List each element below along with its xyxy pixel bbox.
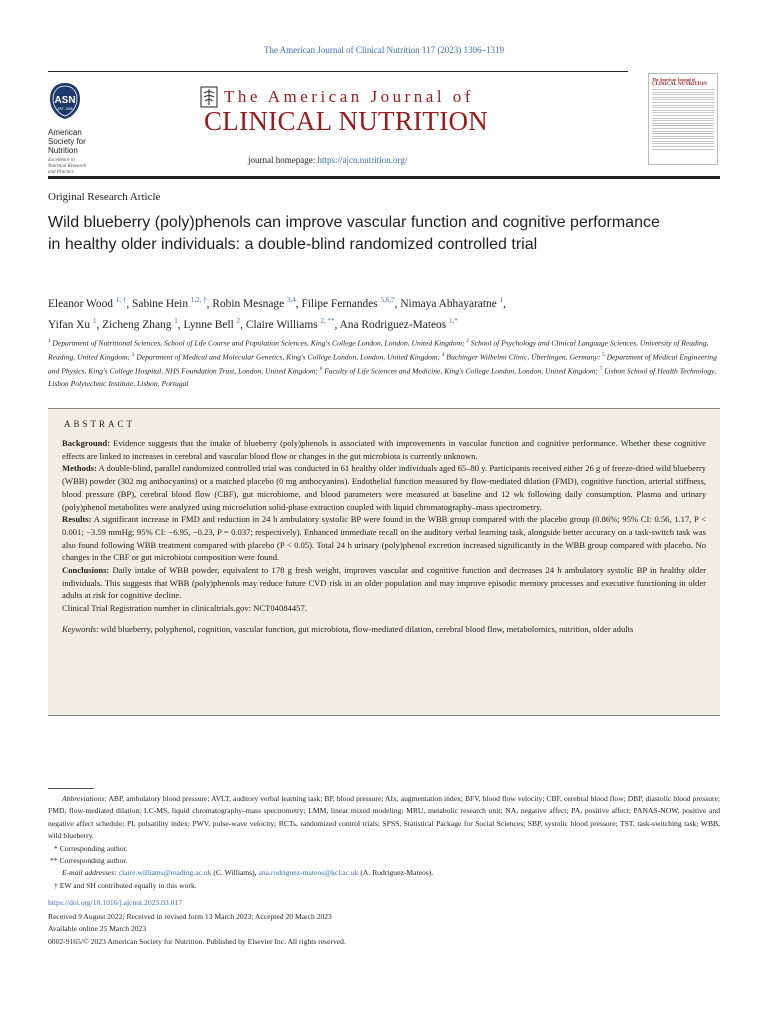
- asn-logo: [48, 82, 108, 176]
- author: Lynne Bell $^2$,: [183, 316, 246, 331]
- cover-title-line1: The American Journal of: [652, 77, 695, 82]
- footnote-equal-contribution: † EW and SH contributed equally to this work.: [54, 880, 197, 890]
- journal-cover-thumbnail: [648, 73, 718, 165]
- affiliations: $^1$ Department of Nutritional Sciences, School of Life Course and Population Sciences, King's College London, London, United Kingdom; $^2$ School of Psychology and Clinical Language Sciences, University of Reading, Reading, United Kingdom; $^3$ Department of Medical and Molecular Genetics, King's College London, London, United Kingdom; $^4$ Buchinger Wilhelmi Clinic, Überlingen, Germany; $^5$ Department of Medical Engineering and Physics, King's College Hospital, NHS Foundation Trust, London, United Kingdom; $^6$ Faculty of Life Sciences and Medicine, King's College London, London, United Kingdom; $^7$ Lisbon School of Health Technology, Lisbon Polytechnic Institute, Lisbon, Portugal: [48, 338, 717, 389]
- masthead-rule: [48, 176, 720, 179]
- abstract-background: Background: Evidence suggests that the intake of blueberry (poly)phenols is associated with improvements in vascular function and cognitive performance. Whether these cognitive effects are linked to increases in cerebral and vascular blood flow or changes in the gut microbiota is currently unknown.: [62, 438, 706, 461]
- abstract-box: [48, 408, 720, 716]
- online-date: Available online 25 March 2023: [48, 924, 147, 934]
- abstract-methods: Methods: A double-blind, parallel randomized controlled trial was conducted in 61 healthy older individuals aged 65–80 y. Participants received either 26 g of freeze-dried wild blueberry (WBB) powder (302 mg anthocyanins) or a matched placebo (0 mg anthocyanins). Endothelial function measured by flow-mediated dilation (FMD), cognitive function, arterial stiffness, blood pressure (BP), cerebral blood flow (CBF), gut microbiome, and blood parameters were measured at baseline and 12 wk following daily consumption. Plasma and urinary (poly)phenol metabolites were analyzed using microelution solid-phase extraction coupled with liquid chromatography–mass spectrometry.: [62, 463, 706, 512]
- header-rule: [48, 71, 628, 72]
- abstract-results: Results: A significant increase in FMD and reduction in 24 h ambulatory systolic BP were found in the WBB group compared with the placebo group (0.86%; 95% CI: 0.56, 1.17, P < 0.001; −3.59 mmHg; 95% CI: −6.95, −0.23, P = 0.037; respectively). Enhanced immediate recall on the auditory verbal learning task, alongside better accuracy on a task-switch task was also found following WBB treatment compared with placebo (P < 0.05). Total 24 h urinary (poly)phenol excretion increased significantly in the WBB group compared with placebo. No changes in the CBF or gut microbiota composition were found.: [62, 514, 706, 563]
- journal-homepage: journal homepage: https://ajcn.nutrition.org/: [248, 155, 408, 165]
- doi-link[interactable]: https://doi.org/10.1016/j.ajcnut.2023.03.017: [48, 898, 183, 907]
- masthead-line1: The American Journal of: [224, 87, 474, 106]
- author: Eleanor Wood $^{1, \dagger}$,: [48, 296, 133, 310]
- running-head: The American Journal of Clinical Nutrition 117 (2023) 1306–1319: [263, 45, 505, 55]
- author: Nimaya Abhayaratne $^1$,: [400, 296, 506, 310]
- footnote-corresponding-2: ** Corresponding author.: [50, 856, 128, 866]
- received-dates: Received 9 August 2022; Received in revised form 13 March 2023; Accepted 20 March 2023: [48, 912, 332, 921]
- asn-badge-text: ASN: [54, 95, 76, 106]
- author: Ana Rodriguez-Mateos $^{1,*}$: [339, 316, 458, 331]
- abstract-heading: ABSTRACT: [64, 419, 136, 429]
- cover-text-lines: [652, 89, 714, 150]
- email-link-rodriguez-mateos[interactable]: ana.rodriguez-mateos@kcl.ac.uk: [258, 868, 359, 878]
- publication-dates: [48, 911, 346, 948]
- footnote-emails: E-mail addresses: claire.williams@reading.ac.uk (C. Williams), ana.rodriguez-mateos@kcl.ac.uk (A. Rodriguez-Mateos).: [62, 868, 434, 878]
- abstract-keywords: Keywords: wild blueberry, polyphenol, cognition, vascular function, gut microbiota, flow-mediated dilation, cerebral blood flow, metabolomics, nutrition, older adults: [62, 623, 634, 634]
- author: Robin Mesnage $^{3,4}$,: [212, 296, 302, 310]
- author: Sabine Hein $^{1,2, \dagger}$,: [132, 296, 213, 310]
- asn-badge-year: EST. 1928: [57, 107, 73, 111]
- email-link-williams[interactable]: claire.williams@reading.ac.uk: [118, 868, 212, 878]
- author: Filipe Fernandes $^{5,6,7}$,: [301, 296, 401, 310]
- asn-name: American Society for Nutrition: [48, 128, 86, 155]
- asn-badge-icon: [48, 82, 82, 120]
- footnote-corresponding-1: * Corresponding author.: [54, 843, 128, 853]
- author: Yifan Xu $^1$,: [48, 316, 103, 331]
- asn-tagline: Excellence in Nutrition Research and Practice: [48, 158, 87, 175]
- article-title: Wild blueberry (poly)phenols can improve vascular function and cognitive performance in healthy older individuals: a double-blind randomized controlled trial: [48, 214, 660, 253]
- copyright: 0002-9165/© 2023 American Society for Nutrition. Published by Elsevier Inc. All rights reserved.: [48, 936, 346, 946]
- abstract-conclusions: Conclusions: Daily intake of WBB powder, equivalent to 178 g fresh weight, improves vascular and cognitive function and decreases 24 h ambulatory systolic BP in healthy older individuals. This suggests that WBB (poly)phenols may reduce future CVD risk in an older population and may improve episodic memory processes and executive functioning in older adults at risk for cognitive decline.: [62, 565, 706, 601]
- abstract-trial-registration: Clinical Trial Registration number in clinicaltrials.gov: NCT04084457.: [62, 603, 307, 614]
- journal-masthead: [200, 86, 540, 137]
- homepage-link[interactable]: https://ajcn.nutrition.org/: [317, 155, 408, 165]
- masthead-line2: CLINICAL NUTRITION: [204, 106, 489, 136]
- article-type: Original Research Article: [48, 191, 161, 203]
- author-list: [48, 292, 720, 334]
- author: Claire Williams $^{2, **}$,: [245, 316, 340, 331]
- footnote-rule: [48, 788, 94, 789]
- journal-emblem-icon: [200, 86, 218, 108]
- cover-title-line2: CLINICAL NUTRITION: [652, 82, 707, 87]
- footnotes: [48, 793, 720, 892]
- footnote-abbreviations: Abbreviations: ABP, ambulatory blood pressure; AVLT, auditory verbal learning task; BP, blood pressure; AIx, augmentation index; BFV, blood flow velocity; CBF, cerebral blood flow; DBP, diastolic blood pressure; FMD, flow-mediated dilation; LC-MS, liquid chromatography–mass spectrometry; LMM, linear mixed modeling; MRU, metabolic research unit; NA, negative affect; PA, positive affect; PANAS-NOW, positive and negative affect schedule; PI, pulsatility index; PWV, pulse-wave velocity; RCTs, randomized control trials; SPSS, Statistical Package for Social Sciences; SBP, systolic blood pressure; TST, task-switching task; WBB, wild blueberry.: [48, 794, 720, 841]
- author: Zicheng Zhang $^1$,: [102, 316, 184, 331]
